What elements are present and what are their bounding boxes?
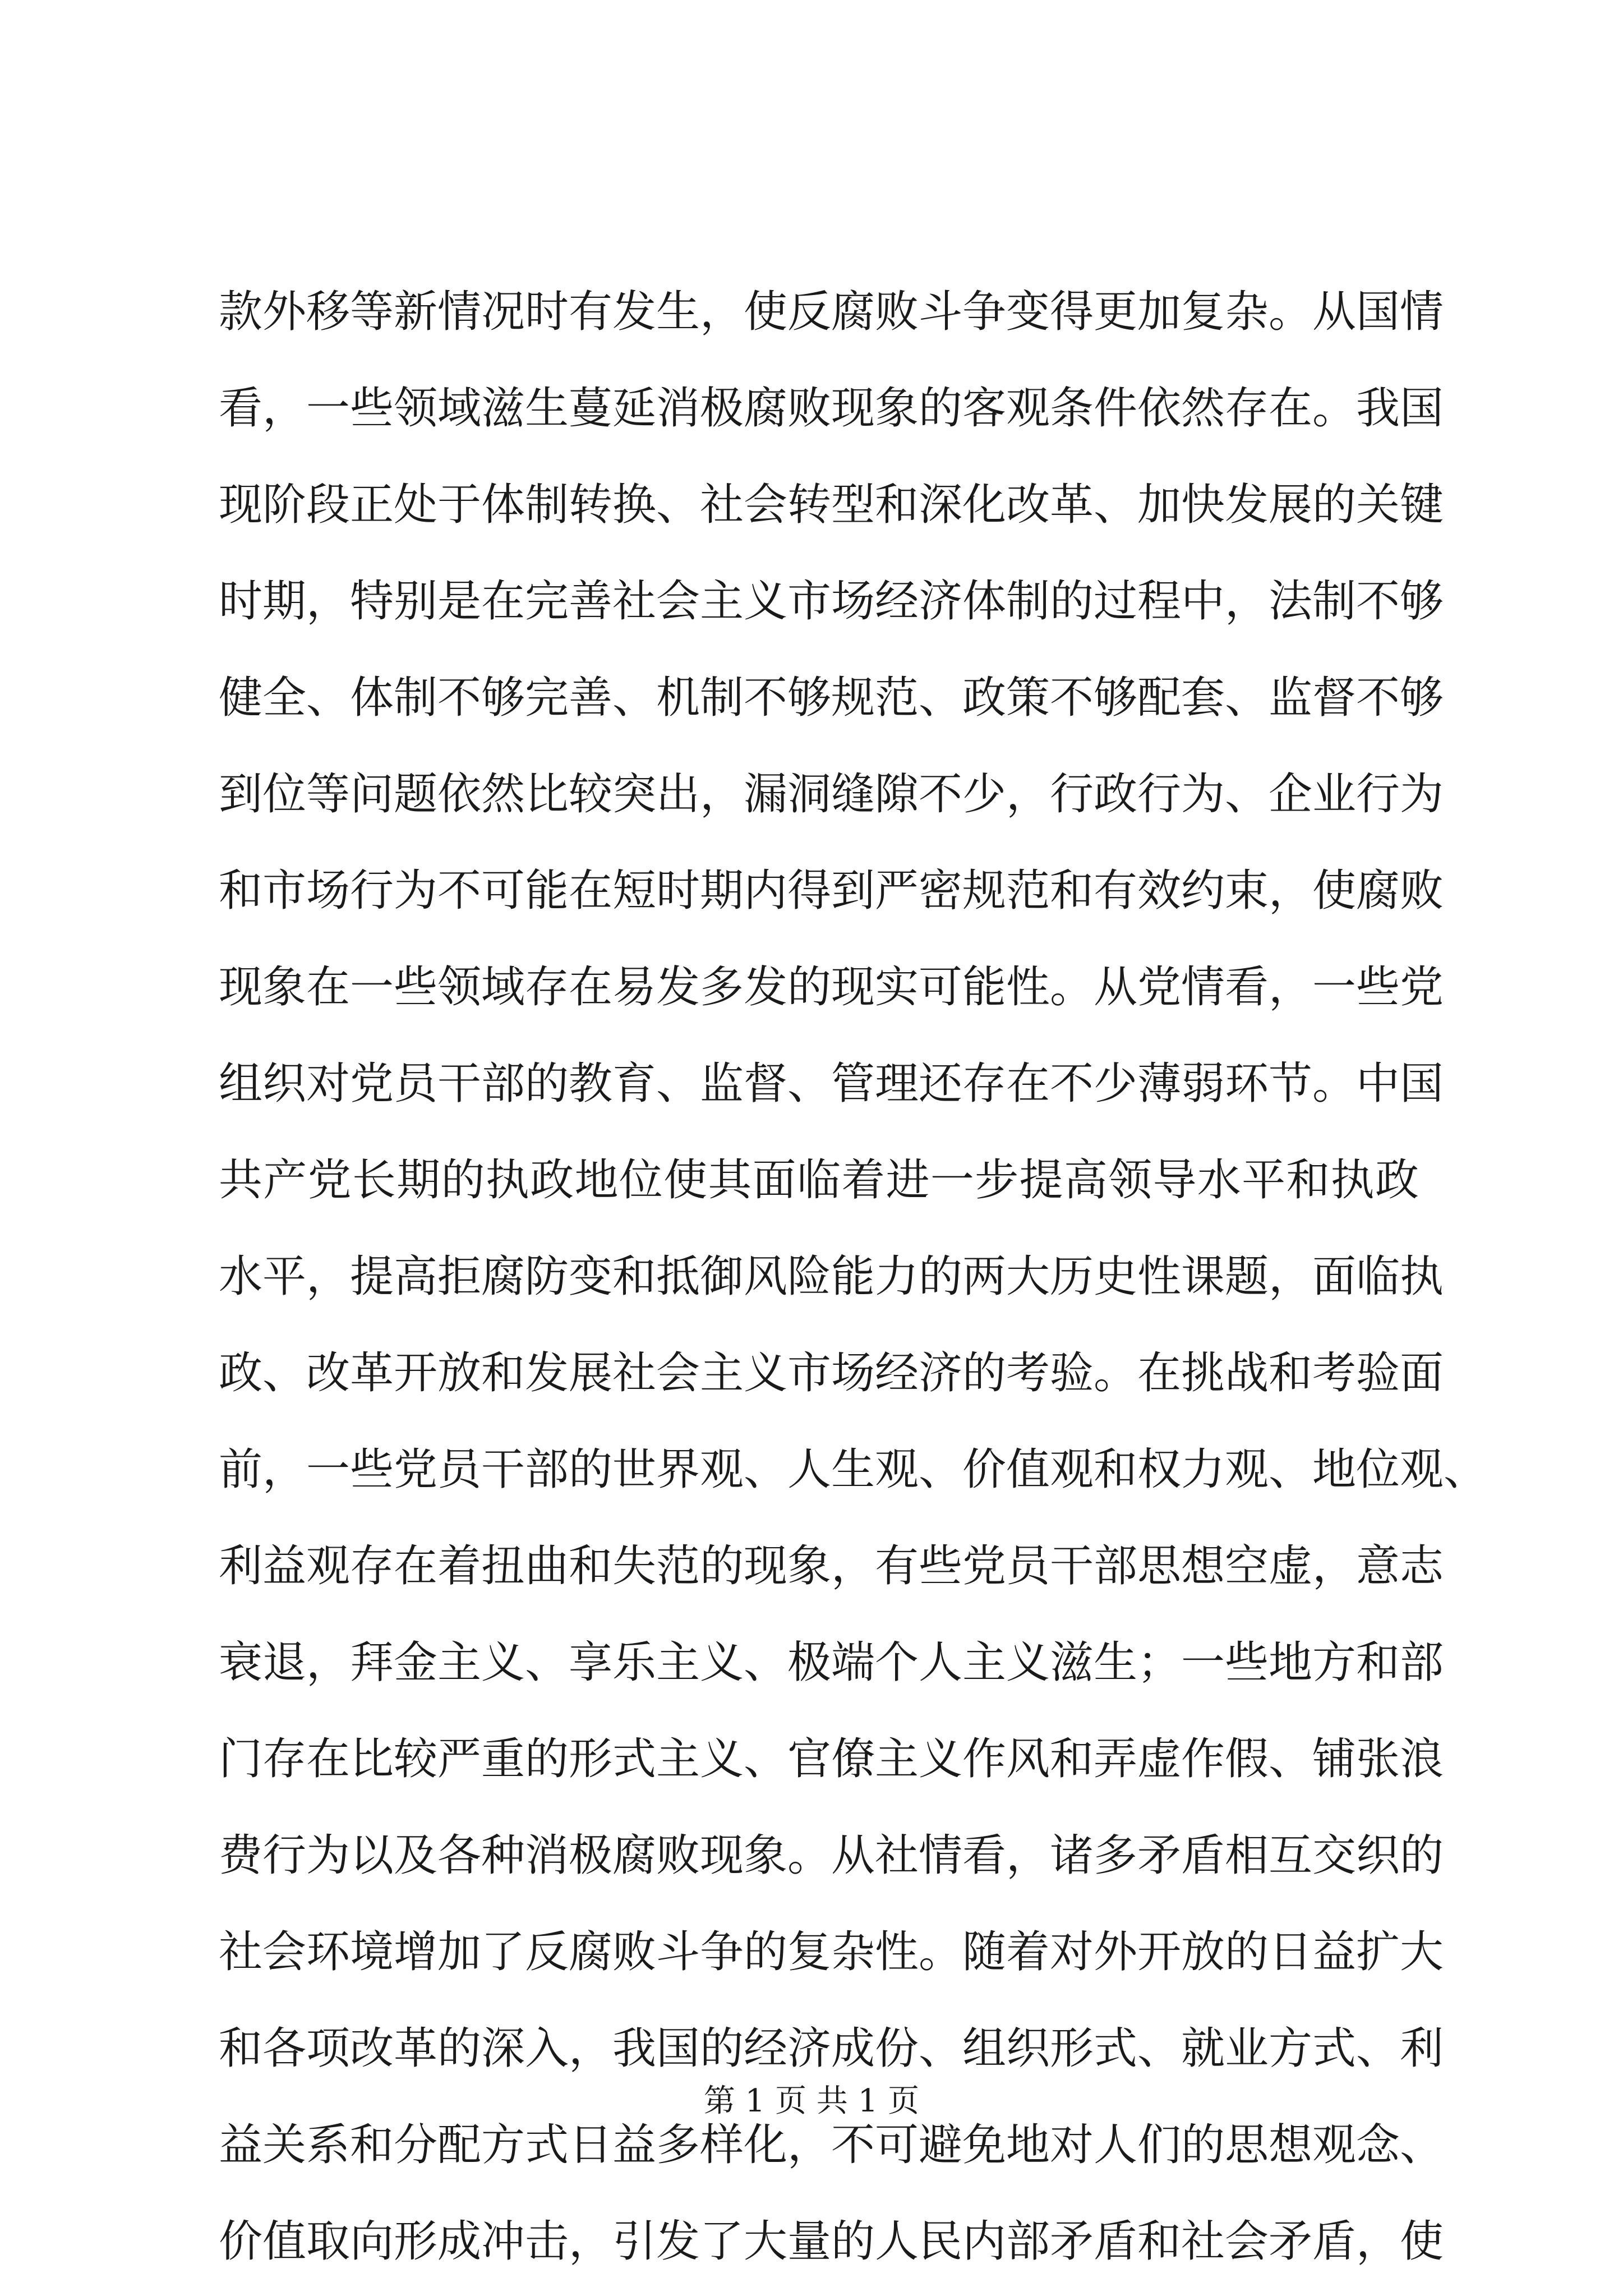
- text-line: 门存在比较严重的形式主义、官僚主义作风和弄虚作假、铺张浪: [219, 1734, 1444, 1784]
- text-line: 前，一些党员干部的世界观、人生观、价值观和权力观、地位观、: [219, 1444, 1488, 1495]
- text-line: 价值取向形成冲击，引发了大量的人民内部矛盾和社会矛盾，使: [219, 2216, 1444, 2267]
- text-line: 费行为以及各种消极腐败现象。从社情看，诸多矛盾相互交织的: [219, 1830, 1444, 1881]
- text-line: 现象在一些领域存在易发多发的现实可能性。从党情看，一些党: [219, 962, 1444, 1013]
- text-line: 共产党长期的执政地位使其面临着进一步提高领导水平和执政: [219, 1155, 1419, 1205]
- body-text: [219, 264, 1488, 2290]
- text-line: 时期，特别是在完善社会主义市场经济体制的过程中，法制不够: [219, 576, 1444, 627]
- text-line: 到位等问题依然比较突出，漏洞缝隙不少，行政行为、企业行为: [219, 769, 1444, 820]
- text-line: 政、改革开放和发展社会主义市场经济的考验。在挑战和考验面: [219, 1348, 1444, 1398]
- text-line: 和各项改革的深入，我国的经济成份、组织形式、就业方式、利: [219, 2023, 1444, 2074]
- text-line: 衰退，拜金主义、享乐主义、极端个人主义滋生；一些地方和部: [219, 1637, 1444, 1688]
- text-line: 利益观存在着扭曲和失范的现象，有些党员干部思想空虚，意志: [219, 1541, 1444, 1591]
- text-line: 现阶段正处于体制转换、社会转型和深化改革、加快发展的关键: [219, 480, 1444, 530]
- text-line: 看，一些领域滋生蔓延消极腐败现象的客观条件依然存在。我国: [219, 383, 1444, 434]
- text-line: 款外移等新情况时有发生，使反腐败斗争变得更加复杂。从国情: [219, 287, 1444, 337]
- text-line: 水平，提高拒腐防变和抵御风险能力的两大历史性课题，面临执: [219, 1251, 1444, 1302]
- text-line: 益关系和分配方式日益多样化，不可避免地对人们的思想观念、: [219, 2120, 1444, 2170]
- page-footer: 第 1 页 共 1 页: [703, 2083, 920, 2119]
- text-line: 和市场行为不可能在短时期内得到严密规范和有效约束，使腐败: [219, 866, 1444, 916]
- text-line: 健全、体制不够完善、机制不够规范、政策不够配套、监督不够: [219, 673, 1444, 723]
- text-line: 组织对党员干部的教育、监督、管理还存在不少薄弱环节。中国: [219, 1059, 1444, 1109]
- text-line: 社会环境增加了反腐败斗争的复杂性。随着对外开放的日益扩大: [219, 1927, 1444, 1977]
